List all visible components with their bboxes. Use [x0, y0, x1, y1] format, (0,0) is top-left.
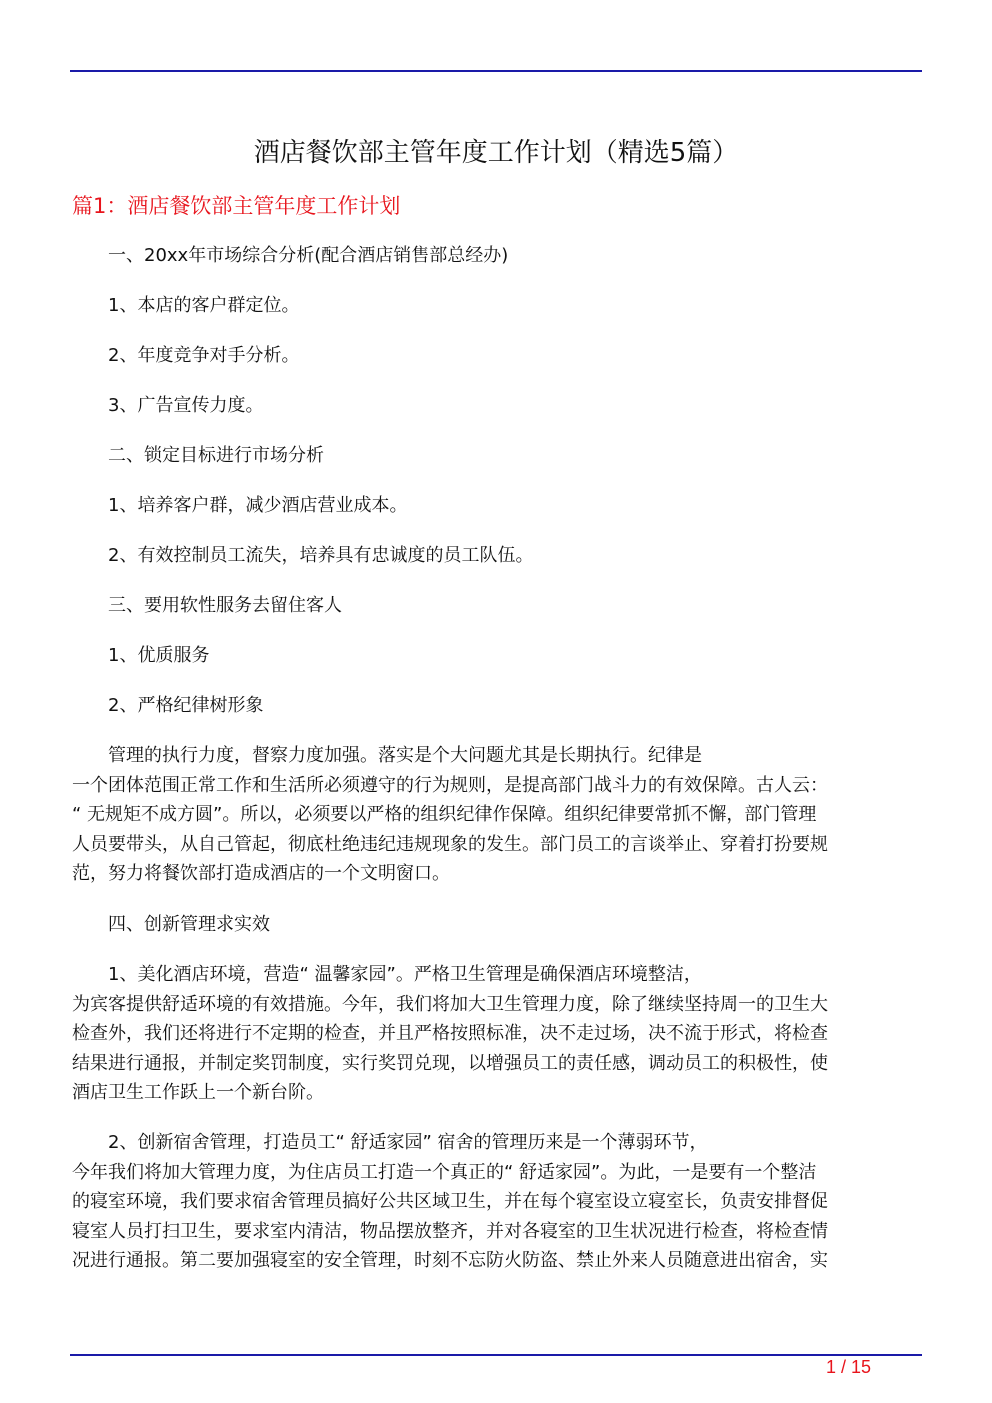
list-item: 三、要用软性服务去留住客人 [108, 595, 342, 616]
list-item: 1、优质服务 [108, 645, 210, 666]
page-number: 1 / 15 [826, 1357, 872, 1377]
list-item: 1、培养客户群，减少酒店营业成本。 [108, 495, 408, 516]
paragraph-line: “ 无规矩不成方圆”。所以，必须要以严格的组织纪律作保障。组织纪律要常抓不懈，部门管理 [72, 804, 817, 826]
paragraph-line: 1、美化酒店环境，营造“ 温馨家园”。严格卫生管理是确保酒店环境整洁， [108, 964, 702, 985]
list-item: 2、严格纪律树形象 [108, 695, 264, 716]
paragraph-environment [72, 960, 922, 1108]
list-item: 四、创新管理求实效 [108, 914, 270, 935]
paragraph-line: 人员要带头，从自己管起，彻底杜绝违纪违规现象的发生。部门员工的言谈举止、穿着打扮要规 [72, 833, 828, 855]
document-title: 酒店餐饮部主管年度工作计划（精选5篇） [253, 138, 739, 168]
paragraph-line: 今年我们将加大管理力度，为住店员工打造一个真正的“ 舒适家园”。为此，一是要有一个整洁 [72, 1161, 817, 1183]
paragraph-line: 范，努力将餐饮部打造成酒店的一个文明窗口。 [72, 863, 450, 885]
paragraph-line: 况进行通报。第二要加强寝室的安全管理，时刻不忘防火防盗、禁止外来人员随意进出宿舍，实 [72, 1250, 828, 1272]
list-item: 1、本店的客户群定位。 [108, 295, 300, 316]
paragraph-line: 管理的执行力度，督察力度加强。落实是个大问题尤其是长期执行。纪律是 [108, 745, 702, 766]
paragraph-line: 的寝室环境，我们要求宿舍管理员搞好公共区域卫生，并在每个寝室设立寝室长，负责安排督促 [72, 1191, 828, 1213]
list-item: 二、锁定目标进行市场分析 [108, 445, 324, 466]
list-item: 2、有效控制员工流失，培养具有忠诚度的员工队伍。 [108, 545, 534, 566]
footer-rule [70, 1354, 922, 1356]
list-item: 3、广告宣传力度。 [108, 395, 264, 416]
paragraph-line: 2、创新宿舍管理，打造员工“ 舒适家园” 宿舍的管理历来是一个薄弱环节， [108, 1132, 708, 1153]
header-rule [70, 70, 922, 72]
paragraph-line: 酒店卫生工作跃上一个新台阶。 [72, 1082, 324, 1104]
list-item: 2、年度竞争对手分析。 [108, 345, 300, 366]
paragraph-line: 结果进行通报，并制定奖罚制度，实行奖罚兑现，以增强员工的责任感，调动员工的积极性，使 [72, 1052, 828, 1074]
paragraph-line: 为宾客提供舒适环境的有效措施。今年，我们将加大卫生管理力度，除了继续坚持周一的卫生大 [72, 993, 828, 1015]
list-item: 一、20xx年市场综合分析(配合酒店销售部总经办) [108, 245, 509, 266]
section-heading: 篇1：酒店餐饮部主管年度工作计划 [72, 194, 401, 218]
paragraph-line: 检查外，我们还将进行不定期的检查，并且严格按照标准，决不走过场，决不流于形式，将检查 [72, 1023, 828, 1045]
paragraph-dormitory [72, 1128, 922, 1276]
paragraph-line: 一个团体范围正常工作和生活所必须遵守的行为规则，是提高部门战斗力的有效保障。古人云： [72, 774, 828, 796]
paragraph-line: 寝室人员打扫卫生，要求室内清洁，物品摆放整齐，并对各寝室的卫生状况进行检查，将检查情 [72, 1220, 828, 1242]
paragraph-discipline [72, 741, 922, 889]
